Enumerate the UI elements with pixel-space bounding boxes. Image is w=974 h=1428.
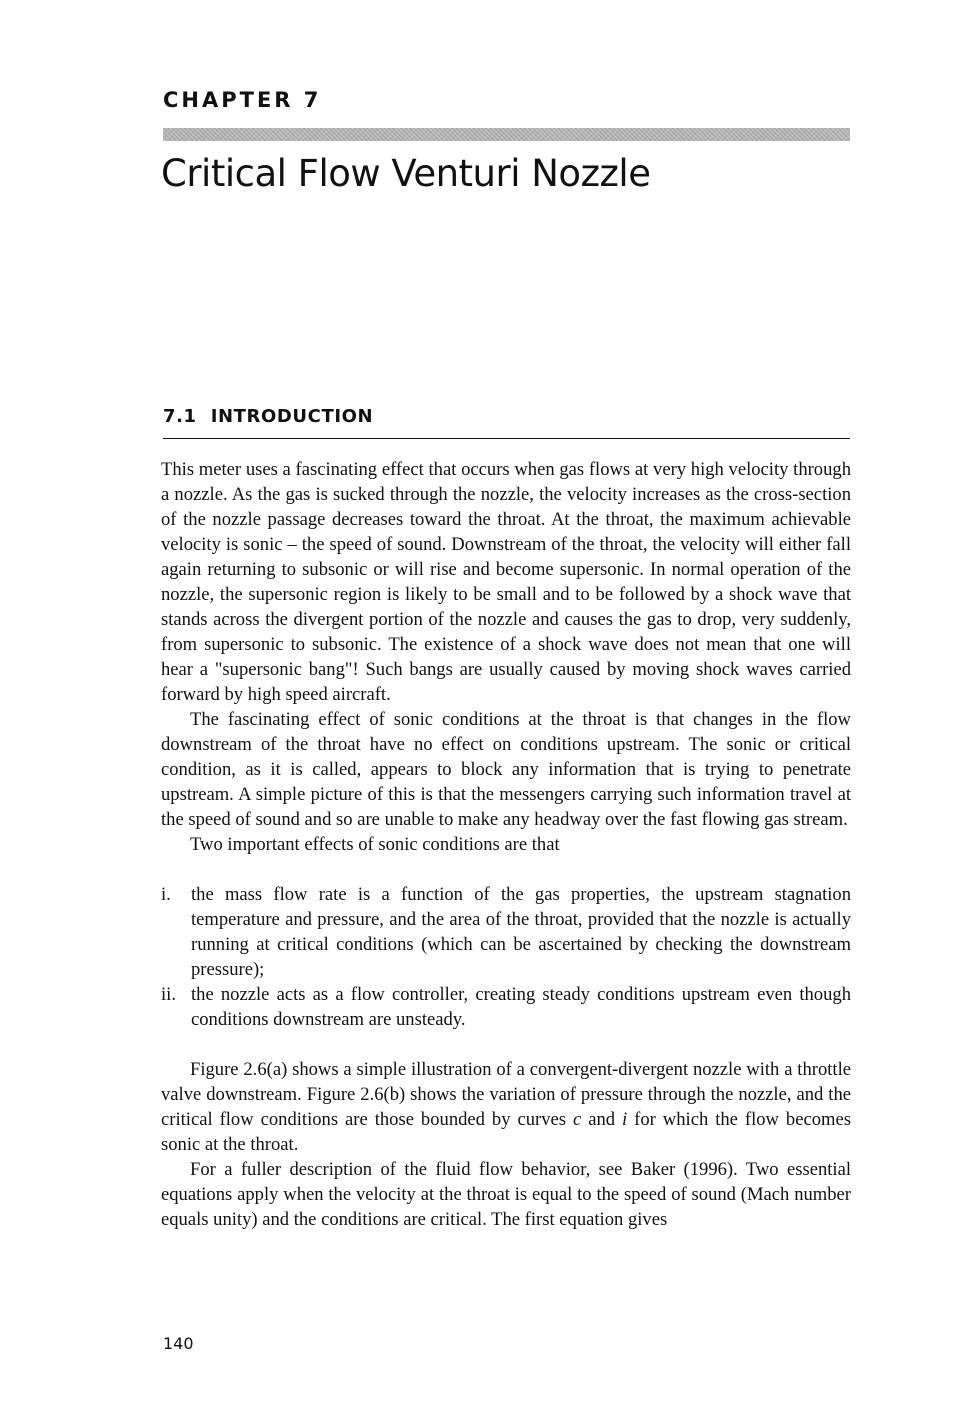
section-number: 7.1 (163, 406, 197, 427)
chapter-title: Critical Flow Venturi Nozzle (161, 152, 651, 195)
paragraph-4 (161, 1057, 851, 1157)
paragraph-3: Two important effects of sonic conditions are that (190, 834, 560, 855)
chapter-label: CHAPTER 7 (163, 88, 322, 112)
paragraph-1: This meter uses a fascinating effect that occurs when gas flows at very high velocity through a nozzle. As the gas is sucked through the nozzle, the velocity increases as the cross-section of the nozzle passage decreases toward the throat. At the throat, the maximum achievable velocity is sonic – the speed of sound. Downstream of the throat, the velocity will either fall again returning to subsonic or will rise and become supersonic. In normal operation of the nozzle, the supersonic region is likely to be small and to be followed by a shock wave that stands across the divergent portion of the nozzle and causes the gas to drop, very suddenly, from supersonic to subsonic. The existence of a shock wave does not mean that one will hear a "supersonic bang"! Such bangs are usually caused by moving shock waves carried forward by high speed aircraft. (161, 459, 851, 705)
list-marker: ii. (161, 984, 176, 1005)
section-heading (163, 406, 850, 439)
list-item (161, 982, 851, 1032)
paragraph-5: For a fuller description of the fluid flow behavior, see Baker (1996). Two essential equations apply when the velocity at the throat is equal to the speed of sound (Mach number equals unity) and the conditions are critical. The first equation gives (161, 1159, 851, 1230)
paragraph-2: The fascinating effect of sonic conditions at the throat is that changes in the flow downstream of the throat have no effect on conditions upstream. The sonic or critical condition, as it is called, appears to block any information that is trying to penetrate upstream. A simple picture of this is that the messengers carrying such information travel at the speed of sound and so are unable to make any headway over the fast flowing gas stream. (161, 709, 851, 830)
paragraph-4-text-and: and (581, 1109, 623, 1130)
paragraph-4-text-a: Figure 2.6(a) shows a simple illustration of a convergent-divergent nozzle with a throttle valve downstream. Figure 2.6(b) shows the variation of pressure through the nozzle, and the critical flow conditions are those bounded by curves (161, 1059, 851, 1130)
chapter-decorative-rule (163, 128, 850, 141)
curve-c-label: c (572, 1109, 582, 1130)
list-marker: i. (161, 884, 171, 905)
page-number: 140 (163, 1334, 194, 1353)
paragraph-4-text-b: for which the flow becomes sonic at the throat. (161, 1109, 851, 1155)
effects-list (161, 882, 851, 1032)
curve-i-label: i (622, 1109, 628, 1130)
list-item-text: the mass flow rate is a function of the gas properties, the upstream stagnation temperature and pressure, and the area of the throat, provided that the nozzle is actually running at critical conditions (which can be ascertained by checking the downstream pressure); (191, 884, 851, 980)
body-text (161, 457, 851, 1232)
section-title: INTRODUCTION (210, 406, 374, 427)
list-item-text: the nozzle acts as a flow controller, creating steady conditions upstream even though conditions downstream are unsteady. (191, 984, 851, 1030)
list-item (161, 882, 851, 982)
